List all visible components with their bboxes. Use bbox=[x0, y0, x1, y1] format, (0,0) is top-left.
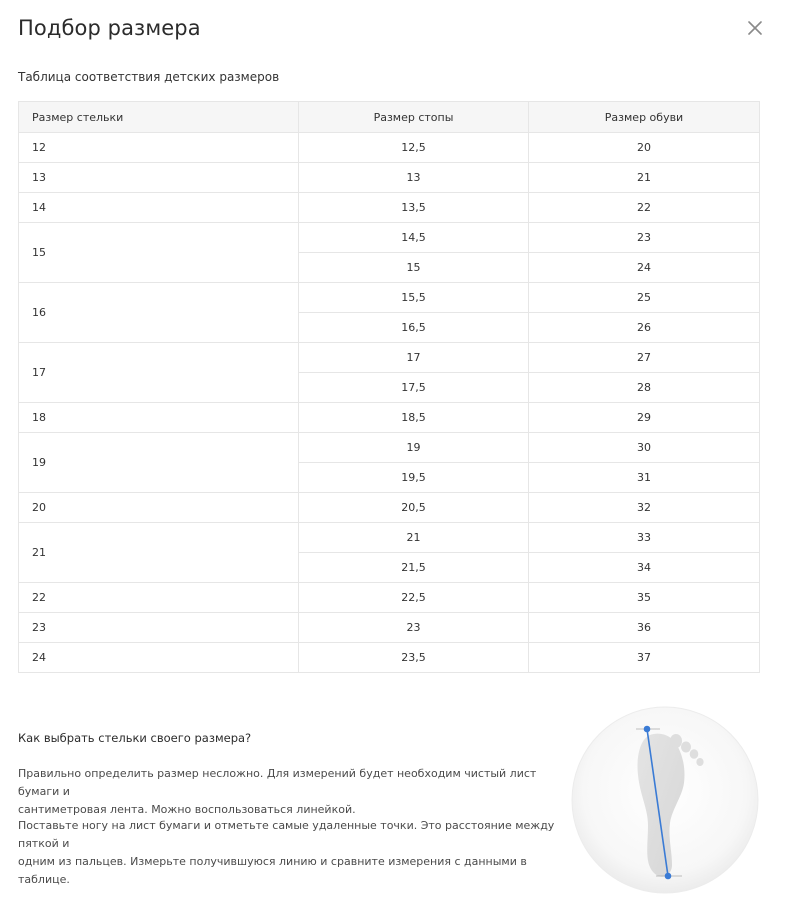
shoe-size-cell: 34 bbox=[529, 553, 760, 583]
table-header-row bbox=[19, 102, 760, 133]
shoe-size-cell: 26 bbox=[529, 313, 760, 343]
paragraph-1-line-1: Правильно определить размер несложно. Для измерений будет необходим чистый лист бумаги и bbox=[18, 767, 537, 798]
foot-size-cell: 21,5 bbox=[299, 553, 529, 583]
foot-size-cell: 19,5 bbox=[299, 463, 529, 493]
insole-size-cell: 24 bbox=[19, 643, 299, 673]
header-foot-size: Размер стопы bbox=[299, 102, 529, 133]
close-button[interactable] bbox=[744, 17, 766, 39]
foot-size-cell: 23 bbox=[299, 613, 529, 643]
shoe-size-cell: 21 bbox=[529, 163, 760, 193]
foot-size-cell: 13,5 bbox=[299, 193, 529, 223]
shoe-size-cell: 22 bbox=[529, 193, 760, 223]
table-row bbox=[19, 643, 760, 673]
shoe-size-cell: 35 bbox=[529, 583, 760, 613]
shoe-size-cell: 29 bbox=[529, 403, 760, 433]
foot-size-cell: 15,5 bbox=[299, 283, 529, 313]
shoe-size-cell: 24 bbox=[529, 253, 760, 283]
table-caption: Таблица соответствия детских размеров bbox=[18, 70, 280, 84]
insole-size-cell: 21 bbox=[19, 523, 299, 583]
foot-size-cell: 21 bbox=[299, 523, 529, 553]
foot-size-cell: 15 bbox=[299, 253, 529, 283]
insole-size-cell: 12 bbox=[19, 133, 299, 163]
instruction-paragraph-1 bbox=[18, 765, 578, 819]
foot-size-cell: 12,5 bbox=[299, 133, 529, 163]
insole-size-cell: 20 bbox=[19, 493, 299, 523]
foot-size-cell: 22,5 bbox=[299, 583, 529, 613]
table-row bbox=[19, 163, 760, 193]
foot-measure-illustration bbox=[570, 705, 760, 895]
insole-size-cell: 16 bbox=[19, 283, 299, 343]
header-insole-size: Размер стельки bbox=[19, 102, 299, 133]
insole-size-cell: 19 bbox=[19, 433, 299, 493]
table-body bbox=[19, 133, 760, 673]
insole-size-cell: 15 bbox=[19, 223, 299, 283]
shoe-size-cell: 28 bbox=[529, 373, 760, 403]
insole-size-cell: 13 bbox=[19, 163, 299, 193]
foot-size-cell: 18,5 bbox=[299, 403, 529, 433]
modal-title: Подбор размера bbox=[18, 16, 201, 40]
paragraph-2-line-2: одним из пальцев. Измерьте получившуюся линию и сравните измерения с данными в таблице. bbox=[18, 855, 527, 886]
close-icon bbox=[748, 21, 762, 35]
shoe-size-cell: 31 bbox=[529, 463, 760, 493]
table-row bbox=[19, 133, 760, 163]
paragraph-1-line-2: сантиметровая лента. Можно воспользоваться линейкой. bbox=[18, 803, 356, 816]
shoe-size-cell: 37 bbox=[529, 643, 760, 673]
shoe-size-cell: 27 bbox=[529, 343, 760, 373]
table-row bbox=[19, 193, 760, 223]
howto-title: Как выбрать стельки своего размера? bbox=[18, 731, 252, 745]
foot-size-cell: 23,5 bbox=[299, 643, 529, 673]
foot-size-cell: 17,5 bbox=[299, 373, 529, 403]
shoe-size-cell: 30 bbox=[529, 433, 760, 463]
insole-size-cell: 18 bbox=[19, 403, 299, 433]
shoe-size-cell: 25 bbox=[529, 283, 760, 313]
insole-size-cell: 23 bbox=[19, 613, 299, 643]
paragraph-2-line-1: Поставьте ногу на лист бумаги и отметьте самые удаленные точки. Это расстояние между пяткой и bbox=[18, 819, 555, 850]
insole-size-cell: 22 bbox=[19, 583, 299, 613]
table-row bbox=[19, 583, 760, 613]
table-row bbox=[19, 613, 760, 643]
table-row bbox=[19, 343, 760, 373]
header-shoe-size: Размер обуви bbox=[529, 102, 760, 133]
table-row bbox=[19, 523, 760, 553]
foot-size-cell: 13 bbox=[299, 163, 529, 193]
table-row bbox=[19, 283, 760, 313]
table-row bbox=[19, 493, 760, 523]
foot-size-cell: 20,5 bbox=[299, 493, 529, 523]
table-row bbox=[19, 433, 760, 463]
foot-size-cell: 16,5 bbox=[299, 313, 529, 343]
size-table bbox=[18, 101, 760, 673]
shoe-size-cell: 36 bbox=[529, 613, 760, 643]
foot-size-cell: 19 bbox=[299, 433, 529, 463]
foot-size-cell: 17 bbox=[299, 343, 529, 373]
instruction-paragraph-2 bbox=[18, 817, 578, 889]
table-row bbox=[19, 223, 760, 253]
foot-size-cell: 14,5 bbox=[299, 223, 529, 253]
table-row bbox=[19, 403, 760, 433]
shoe-size-cell: 20 bbox=[529, 133, 760, 163]
insole-size-cell: 14 bbox=[19, 193, 299, 223]
foot-measure-icon bbox=[570, 705, 760, 895]
insole-size-cell: 17 bbox=[19, 343, 299, 403]
shoe-size-cell: 23 bbox=[529, 223, 760, 253]
shoe-size-cell: 32 bbox=[529, 493, 760, 523]
shoe-size-cell: 33 bbox=[529, 523, 760, 553]
